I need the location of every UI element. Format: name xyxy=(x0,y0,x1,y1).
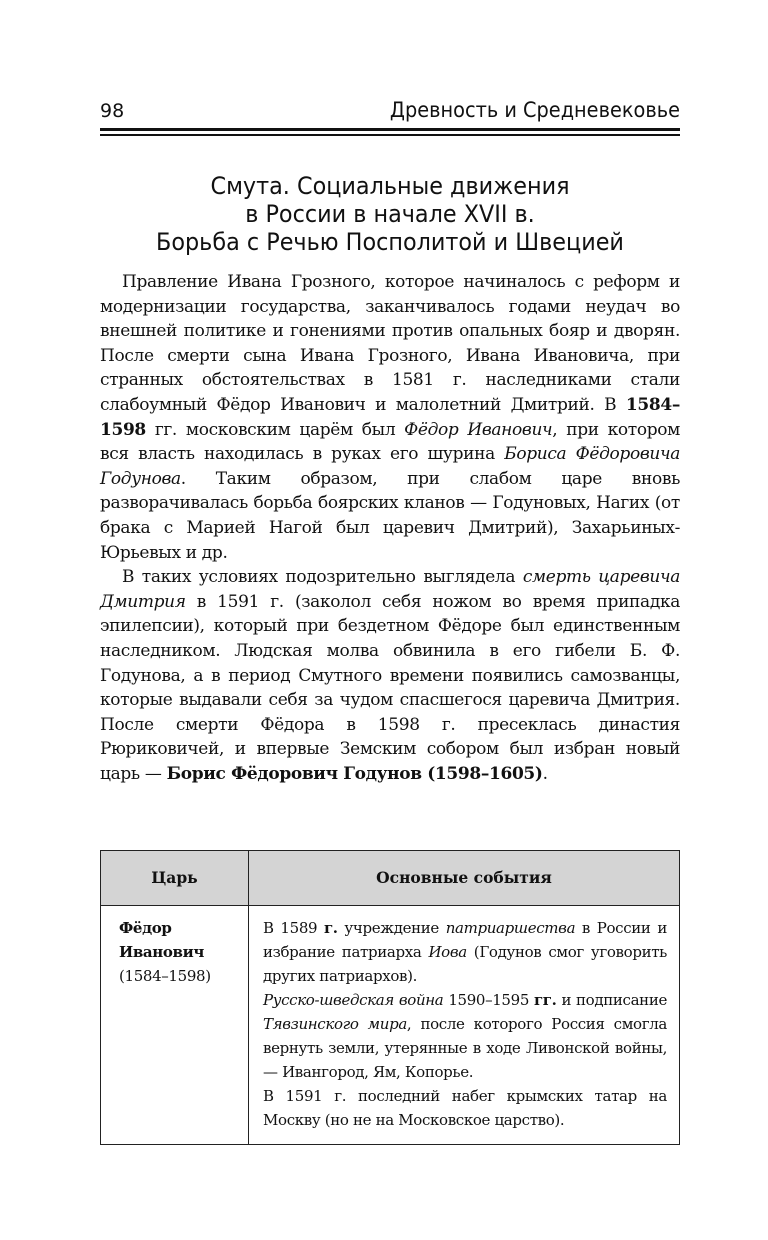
paragraph-1 xyxy=(100,270,680,565)
text-run: учреждение xyxy=(337,919,446,937)
page-number: 98 xyxy=(100,100,125,122)
text-run: гг. московским царём был xyxy=(145,419,405,440)
italic-run: патриаршества xyxy=(445,919,576,937)
italic-run: Русско-шведская война xyxy=(263,991,444,1009)
italic-run: Иова xyxy=(428,943,467,961)
header-rule-thick xyxy=(100,128,680,131)
italic-run: Бориса Фёдоровича Годунова xyxy=(100,444,680,489)
text-run: В 1589 xyxy=(263,919,324,937)
event-item xyxy=(263,988,667,1084)
italic-run: смерть царевича Дмитрия xyxy=(100,567,680,612)
bold-run: 1584–1598 xyxy=(100,394,680,440)
text-run: в 1591 г. (заколол себя ножом во время припадка эпилепсии), который при бездетном Фёдоре был единственным наследником. Людская молва обвинила в его гибели Б. Ф. Годунова, а в период Смутного времени появились самозванцы, которые выдавали себя за чудом спасшегося царевича Дмитрия. После смерти Фёдора в 1598 г. пресеклась династия Рюриковичей, и впервые Земским собором был избран новый царь — xyxy=(100,591,680,784)
text-run: 1590–1595 xyxy=(443,991,534,1009)
italic-run: Тявзинского мира xyxy=(263,1015,407,1033)
bold-run: г. xyxy=(323,919,338,937)
text-run: (Годунов смог уговорить других патриархов). xyxy=(263,943,667,985)
column-header-events: Основные события xyxy=(249,851,680,906)
header-rule-thin xyxy=(100,134,680,136)
text-run: в России и избрание патриарха xyxy=(263,919,667,961)
event-item: В 1591 г. последний набег крымских татар на Москву (но не на Московское царство). xyxy=(263,1087,667,1129)
tsar-name: Фёдор Иванович xyxy=(119,919,205,961)
table-header-row xyxy=(101,851,680,906)
italic-run: Фёдор Иванович xyxy=(404,419,553,440)
text-run: Правление Ивана Грозного, которое начиналось с реформ и модернизации государства, заканчивалось годами неудач во внешней политике и гонениями против опальных бояр и дворян. После смерти сына Ивана Грозного, Ивана Ивановича, при странных обстоятельствах в 1581 г. наследниками стали слабоумный Фёдор Иванович и малолетний Дмитрий. В xyxy=(100,272,680,415)
text-run: . Таким образом, при слабом царе вновь разворачивалась борьба боярских кланов — Годуновых, Нагих (от брака с Марией Нагой был царевич Дмитрий), Захарьиных-Юрьевых и др. xyxy=(100,468,680,563)
section-title-line: Борьба с Речью Посполитой и Швецией xyxy=(156,228,624,256)
section-title xyxy=(102,172,679,256)
event-item xyxy=(263,916,667,988)
text-run: . xyxy=(542,763,548,784)
text-run: и подписание xyxy=(556,991,667,1009)
bold-run: Борис Фёдорович Годунов (1598–1605) xyxy=(166,763,543,784)
events-cell xyxy=(249,906,680,1145)
paragraph-2 xyxy=(100,565,680,786)
running-title: Древность и Средневековье xyxy=(389,98,680,122)
column-header-tsar: Царь xyxy=(101,851,249,906)
bold-run: гг. xyxy=(533,991,557,1009)
table-row xyxy=(101,906,680,1145)
tsar-cell xyxy=(101,906,249,1145)
events-table xyxy=(100,850,680,1145)
text-run: , после которого Россия смогла вернуть земли, утерянные в ходе Ливонской войны, — Ивангород, Ям, Копорье. xyxy=(263,1015,668,1081)
section-title-line: в России в начале XVII в. xyxy=(245,200,535,228)
body-text xyxy=(100,270,680,786)
tsar-years: (1584–1598) xyxy=(119,967,211,985)
section-title-line: Смута. Социальные движения xyxy=(210,172,570,200)
text-run: В таких условиях подозрительно выглядела xyxy=(122,567,523,588)
text-run: , при котором вся власть находилась в руках его шурина xyxy=(100,419,681,465)
